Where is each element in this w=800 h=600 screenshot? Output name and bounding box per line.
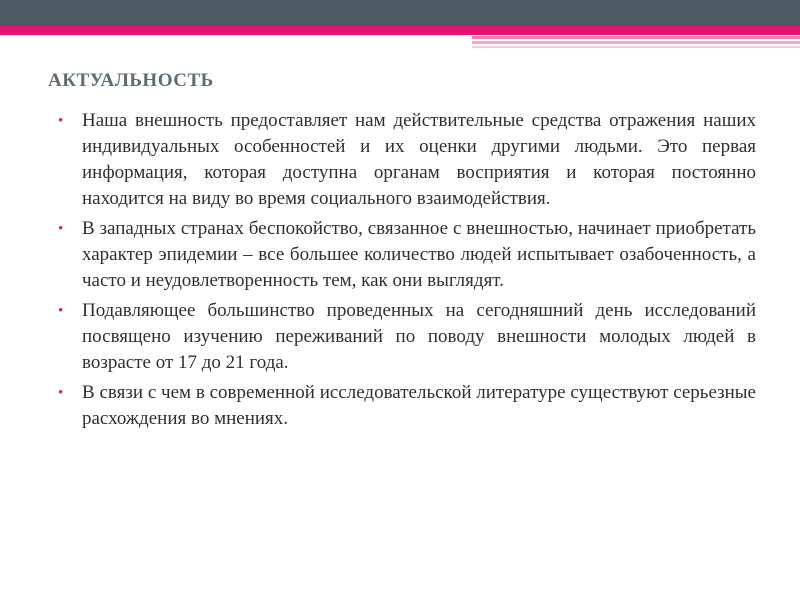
- bullet-text: Подавляющее большинство проведенных на сегодняшний день исследований посвящено изучению переживаний по поводу внешности молодых людей в возрасте от 17 до 21 года.: [82, 300, 756, 373]
- list-item: [58, 380, 756, 432]
- accent-stripe: [0, 26, 800, 35]
- top-bar: [0, 0, 800, 26]
- bullet-icon: •: [58, 221, 64, 237]
- list-item: [58, 298, 756, 376]
- bullet-text: В западных странах беспокойство, связанное с внешностью, начинает приобретать характер эпидемии – все большее количество людей испытывает озабоченность, а часто и неудовлетворенность тем, как они выглядят.: [82, 218, 756, 291]
- list-item: [58, 216, 756, 294]
- bullet-icon: •: [58, 113, 64, 129]
- bullet-list: [58, 108, 756, 436]
- list-item: [58, 108, 756, 212]
- accent-thin-stripe-2: [472, 41, 800, 44]
- slide-title: АКТУАЛЬНОСТЬ: [48, 70, 214, 91]
- accent-thin-stripe-3: [472, 46, 800, 48]
- bullet-text: Наша внешность предоставляет нам действительные средства отражения наших индивидуальных особенностей и их оценки другими людьми. Это первая информация, которая доступна органам восприятия и которая постоянно находится на виду во время социального взаимодействия.: [82, 110, 756, 209]
- bullet-text: В связи с чем в современной исследовательской литературе существуют серьезные расхождения во мнениях.: [82, 382, 756, 429]
- bullet-icon: •: [58, 303, 64, 319]
- bullet-icon: •: [58, 385, 64, 401]
- accent-thin-stripe-1: [472, 36, 800, 39]
